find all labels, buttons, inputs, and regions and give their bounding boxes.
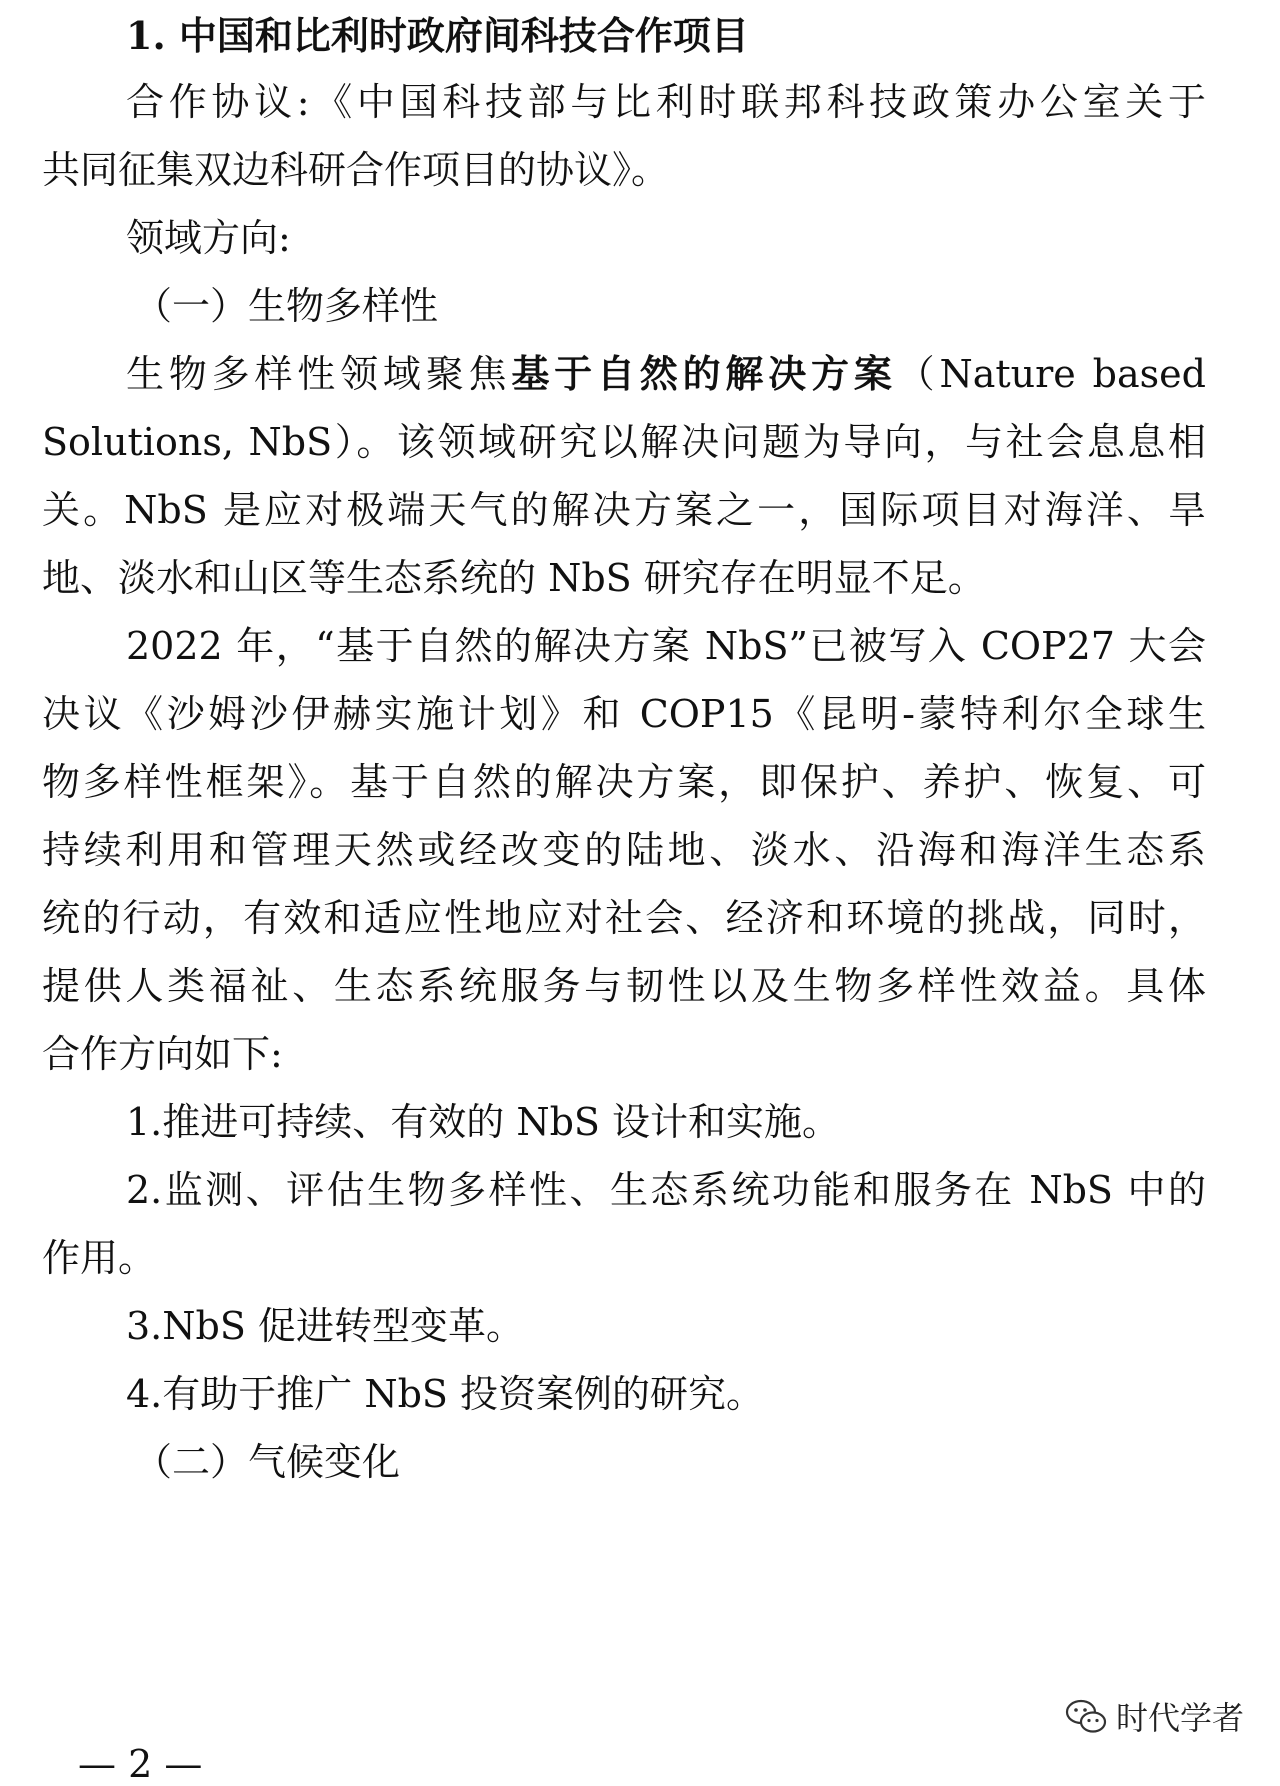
list-item-1: 1.推进可持续、有效的 NbS 设计和实施。 [126, 1100, 841, 1144]
agreement-line-2: 共同征集双边科研合作项目的协议》。 [42, 148, 670, 192]
watermark-text: 时代学者 [1116, 1699, 1245, 1737]
para1-line-1 [126, 348, 1206, 400]
list-item-4: 4.有助于推广 NbS 投资案例的研究。 [126, 1372, 765, 1416]
para1-line-1-pre: 生物多样性领域聚焦 [126, 352, 512, 396]
list-item-3: 3.NbS 促进转型变革。 [126, 1304, 524, 1348]
page-number: — 2 — [78, 1742, 203, 1786]
para1-line-3: 关。NbS 是应对极端天气的解决方案之一，国际项目对海洋、旱 [42, 488, 1206, 532]
list-item-2-line-1: 2.监测、评估生物多样性、生态系统功能和服务在 NbS 中的 [126, 1168, 1206, 1212]
para2-line-5: 统的行动，有效和适应性地应对社会、经济和环境的挑战，同时， [42, 896, 1206, 940]
para1-line-4: 地、淡水和山区等生态系统的 NbS 研究存在明显不足。 [42, 556, 986, 600]
para2-line-1: 2022 年，“基于自然的解决方案 NbS”已被写入 COP27 大会 [126, 624, 1206, 668]
agreement-line-1: 合作协议:《中国科技部与比利时联邦科技政策办公室关于 [126, 80, 1206, 124]
list-item-2-line-2: 作用。 [42, 1236, 157, 1280]
para2-line-6: 提供人类福祉、生态系统服务与韧性以及生物多样性效益。具体 [42, 964, 1206, 1008]
para2-line-7: 合作方向如下: [42, 1032, 283, 1076]
para1-line-2: Solutions, NbS）。该领域研究以解决问题为导向，与社会息息相 [42, 420, 1206, 464]
watermark [1064, 1694, 1244, 1738]
nbs-bold-term: 基于自然的解决方案 [511, 351, 897, 396]
subsection-title-climate: （二）气候变化 [134, 1440, 401, 1484]
para1-line-1-post: （Nature based [896, 352, 1206, 396]
section-heading: 1. 中国和比利时政府间科技合作项目 [126, 13, 749, 58]
para2-line-2: 决议《沙姆沙伊赫实施计划》和 COP15《昆明-蒙特利尔全球生 [42, 692, 1206, 736]
para2-line-3: 物多样性框架》。基于自然的解决方案，即保护、养护、恢复、可 [42, 760, 1206, 804]
subsection-title-biodiversity: （一）生物多样性 [134, 284, 439, 328]
wechat-icon [1064, 1697, 1108, 1735]
para2-line-4: 持续利用和管理天然或经改变的陆地、淡水、沿海和海洋生态系 [42, 828, 1206, 872]
field-label: 领域方向: [126, 216, 291, 260]
